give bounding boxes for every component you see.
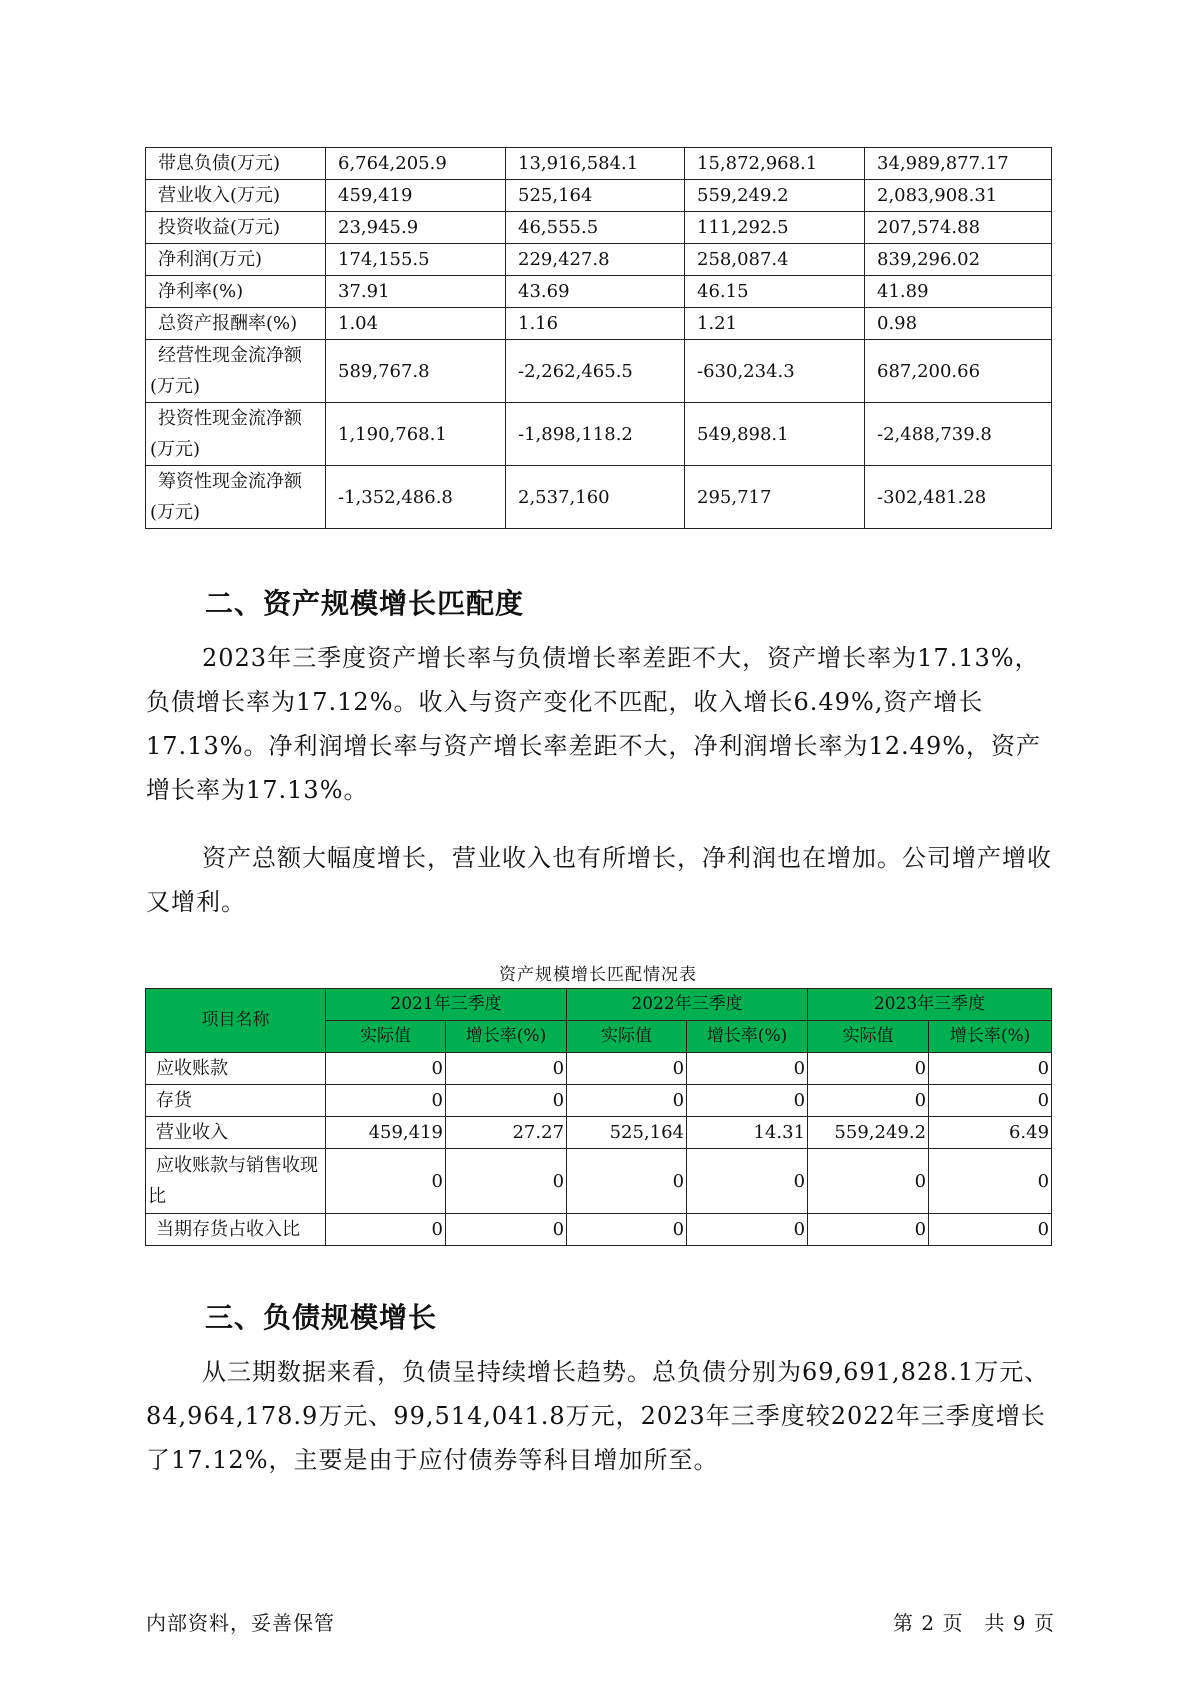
row-label: 营业收入(万元) xyxy=(146,180,326,212)
cell-value: 0 xyxy=(326,1214,446,1246)
cell-value: 2,083,908.31 xyxy=(865,180,1052,212)
cell-value: 0 xyxy=(687,1149,808,1214)
row-label: 总资产报酬率(%) xyxy=(146,308,326,340)
subheader-growth: 增长率(%) xyxy=(929,1021,1052,1053)
cell-value: 1,190,768.1 xyxy=(326,403,506,466)
cell-value: 559,249.2 xyxy=(808,1117,929,1149)
header-period: 2021年三季度 xyxy=(326,989,567,1021)
footer-page-number: 第 2 页 共 9 页 xyxy=(893,1611,1055,1635)
row-label: 净利率(%) xyxy=(146,276,326,308)
cell-value: 23,945.9 xyxy=(326,212,506,244)
table-row xyxy=(146,1117,1052,1149)
cell-value: 459,419 xyxy=(326,1117,446,1149)
table-row xyxy=(146,1149,1052,1214)
cell-value: 0 xyxy=(446,1053,567,1085)
table-row xyxy=(146,308,1052,340)
row-label: 应收账款与销售收现比 xyxy=(146,1149,326,1214)
cell-value: 0.98 xyxy=(865,308,1052,340)
cell-value: 0 xyxy=(567,1149,687,1214)
table-row xyxy=(146,148,1052,180)
row-label: 营业收入 xyxy=(146,1117,326,1149)
cell-value: 0 xyxy=(567,1085,687,1117)
header-period: 2023年三季度 xyxy=(808,989,1052,1021)
cell-value: -630,234.3 xyxy=(685,340,865,403)
cell-value: 41.89 xyxy=(865,276,1052,308)
cell-value: 0 xyxy=(808,1149,929,1214)
paragraph: 2023年三季度资产增长率与负债增长率差距不大，资产增长率为17.13%，负债增长率为17.12%。收入与资产变化不匹配，收入增长6.49%,资产增长17.13%。净利润增长率与资产增长率差距不大，净利润增长率为12.49%，资产增长率为17.13%。 xyxy=(146,644,1042,804)
cell-value: 0 xyxy=(326,1085,446,1117)
cell-value: 0 xyxy=(687,1053,808,1085)
cell-value: -2,488,739.8 xyxy=(865,403,1052,466)
subheader-growth: 增长率(%) xyxy=(687,1021,808,1053)
row-label: 带息负债(万元) xyxy=(146,148,326,180)
asset-growth-match-table xyxy=(145,988,1052,1246)
cell-value: 0 xyxy=(687,1085,808,1117)
cell-value: 1.16 xyxy=(506,308,685,340)
table-caption: 资产规模增长匹配情况表 xyxy=(499,965,697,985)
footer-confidential-note: 内部资料，妥善保管 xyxy=(146,1611,335,1635)
cell-value: 6,764,205.9 xyxy=(326,148,506,180)
cell-value: 0 xyxy=(929,1053,1052,1085)
cell-value: 14.31 xyxy=(687,1117,808,1149)
header-item-name: 项目名称 xyxy=(146,989,326,1053)
cell-value: 0 xyxy=(567,1053,687,1085)
cell-value: 43.69 xyxy=(506,276,685,308)
cell-value: 0 xyxy=(687,1214,808,1246)
cell-value: 0 xyxy=(326,1053,446,1085)
cell-value: 0 xyxy=(446,1214,567,1246)
cell-value: 6.49 xyxy=(929,1117,1052,1149)
cell-value: 174,155.5 xyxy=(326,244,506,276)
cell-value: 34,989,877.17 xyxy=(865,148,1052,180)
cell-value: 258,087.4 xyxy=(685,244,865,276)
cell-value: 111,292.5 xyxy=(685,212,865,244)
subheader-growth: 增长率(%) xyxy=(446,1021,567,1053)
cell-value: 2,537,160 xyxy=(506,466,685,529)
row-label: 投资收益(万元) xyxy=(146,212,326,244)
table-row xyxy=(146,212,1052,244)
cell-value: 295,717 xyxy=(685,466,865,529)
cell-value: 0 xyxy=(326,1149,446,1214)
cell-value: 589,767.8 xyxy=(326,340,506,403)
cell-value: -2,262,465.5 xyxy=(506,340,685,403)
cell-value: 0 xyxy=(446,1149,567,1214)
table-row xyxy=(146,180,1052,212)
cell-value: 46.15 xyxy=(685,276,865,308)
cell-value: 1.04 xyxy=(326,308,506,340)
paragraph: 资产总额大幅度增长，营业收入也有所增长，净利润也在增加。公司增产增收又增利。 xyxy=(146,844,1052,916)
cell-value: 207,574.88 xyxy=(865,212,1052,244)
section-heading: 二、资产规模增长匹配度 xyxy=(205,587,525,620)
subheader-actual: 实际值 xyxy=(567,1021,687,1053)
cell-value: 687,200.66 xyxy=(865,340,1052,403)
cell-value: 525,164 xyxy=(506,180,685,212)
paragraph: 从三期数据来看，负债呈持续增长趋势。总负债分别为69,691,828.1万元、84,964,178.9万元、99,514,041.8万元，2023年三季度较2022年三季度增长了17.12%，主要是由于应付债券等科目增加所至。 xyxy=(146,1358,1050,1474)
cell-value: 13,916,584.1 xyxy=(506,148,685,180)
table-row xyxy=(146,1214,1052,1246)
header-period: 2022年三季度 xyxy=(567,989,808,1021)
table-row xyxy=(146,466,1052,529)
cell-value: 459,419 xyxy=(326,180,506,212)
row-label: 投资性现金流净额(万元) xyxy=(146,403,326,466)
cell-value: 15,872,968.1 xyxy=(685,148,865,180)
table-row xyxy=(146,340,1052,403)
section-heading: 三、负债规模增长 xyxy=(205,1301,438,1334)
cell-value: 525,164 xyxy=(567,1117,687,1149)
cell-value: 0 xyxy=(808,1085,929,1117)
cell-value: 0 xyxy=(929,1085,1052,1117)
table-row xyxy=(146,1085,1052,1117)
cell-value: 0 xyxy=(929,1214,1052,1246)
subheader-actual: 实际值 xyxy=(808,1021,929,1053)
table-row xyxy=(146,1053,1052,1085)
cell-value: 0 xyxy=(808,1053,929,1085)
cell-value: 839,296.02 xyxy=(865,244,1052,276)
cell-value: 0 xyxy=(446,1085,567,1117)
cell-value: 0 xyxy=(808,1214,929,1246)
cell-value: 229,427.8 xyxy=(506,244,685,276)
row-label: 存货 xyxy=(146,1085,326,1117)
table-row xyxy=(146,403,1052,466)
row-label: 当期存货占收入比 xyxy=(146,1214,326,1246)
cell-value: -302,481.28 xyxy=(865,466,1052,529)
cell-value: 0 xyxy=(929,1149,1052,1214)
cell-value: 46,555.5 xyxy=(506,212,685,244)
cell-value: 1.21 xyxy=(685,308,865,340)
row-label: 应收账款 xyxy=(146,1053,326,1085)
table-header-row xyxy=(146,989,1052,1021)
financial-indicators-table xyxy=(145,147,1052,529)
subheader-actual: 实际值 xyxy=(326,1021,446,1053)
table-row xyxy=(146,276,1052,308)
cell-value: 37.91 xyxy=(326,276,506,308)
cell-value: -1,352,486.8 xyxy=(326,466,506,529)
cell-value: 0 xyxy=(567,1214,687,1246)
cell-value: -1,898,118.2 xyxy=(506,403,685,466)
cell-value: 27.27 xyxy=(446,1117,567,1149)
row-label: 筹资性现金流净额(万元) xyxy=(146,466,326,529)
row-label: 净利润(万元) xyxy=(146,244,326,276)
table-row xyxy=(146,244,1052,276)
cell-value: 549,898.1 xyxy=(685,403,865,466)
cell-value: 559,249.2 xyxy=(685,180,865,212)
row-label: 经营性现金流净额(万元) xyxy=(146,340,326,403)
